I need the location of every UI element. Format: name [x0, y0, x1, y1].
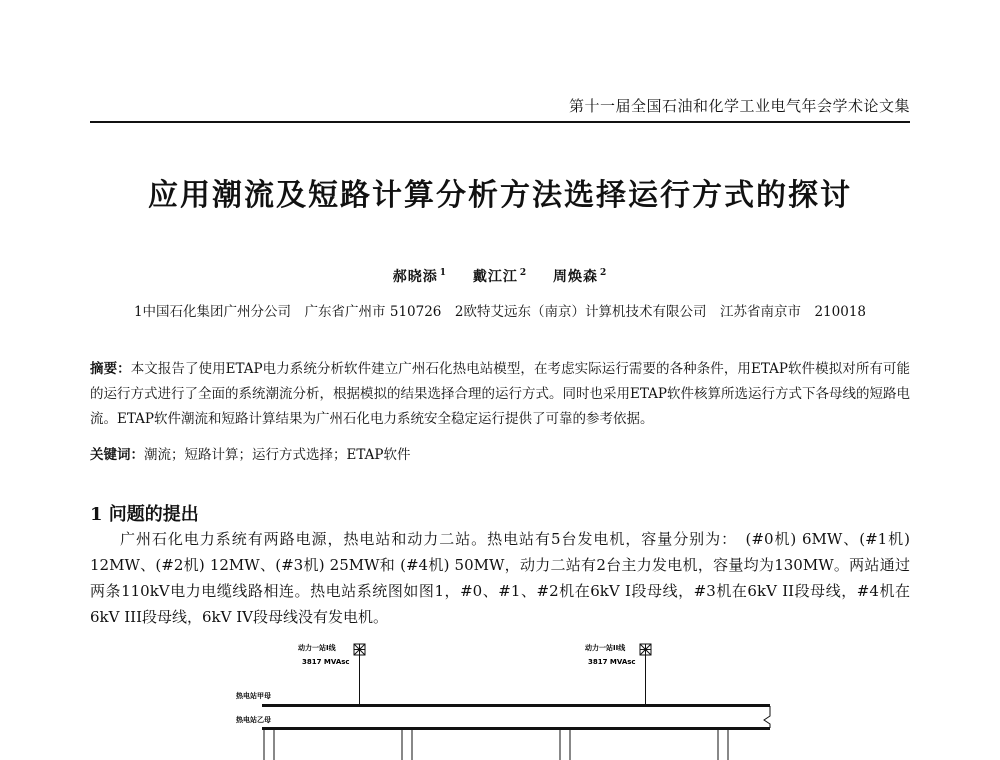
- header-text: 第十一届全国石油和化学工业电气年会学术论文集: [568, 97, 910, 115]
- abstract-label: 摘要：: [90, 361, 131, 377]
- author-sup: 2: [519, 268, 528, 279]
- author-name: 郝晓添: [392, 269, 438, 285]
- bus-b: [262, 727, 770, 730]
- affiliations: 1中国石化集团广州分公司 广东省广州市 510726 2欧特艾远东（南京）计算机技术有限公司 江苏省南京市 210018: [133, 304, 867, 320]
- running-header: [90, 95, 910, 123]
- author-sup: 1: [439, 268, 447, 279]
- keywords: [90, 443, 910, 463]
- abstract: [90, 357, 910, 432]
- section-heading: 1 问题的提出: [90, 504, 199, 525]
- source2-name: 动力一站II线: [585, 644, 626, 652]
- bus-a: [262, 704, 770, 707]
- author-list: [0, 266, 1000, 286]
- single-line-diagram: [0, 640, 1000, 760]
- author: [553, 269, 607, 285]
- author-sup: 2: [600, 268, 608, 279]
- paper-title: 应用潮流及短路计算分析方法选择运行方式的探讨: [148, 178, 852, 213]
- source1-name: 动力一站I线: [298, 644, 336, 652]
- bus-b-label: 热电站乙母: [236, 716, 271, 724]
- bus-a-label: 热电站甲母: [236, 692, 271, 700]
- source2-rating: 3817 MVAsc: [588, 658, 636, 666]
- author: [473, 269, 527, 285]
- author-name: 戴江江: [472, 269, 518, 285]
- abstract-text: 本文报告了使用ETAP电力系统分析软件建立广州石化热电站模型，在考虑实际运行需要的各种条件，用ETAP软件模拟对所有可能的运行方式进行了全面的系统潮流分析，根据模拟的结果选择合理的运行方式。同时也采用ETAP软件核算所选运行方式下各母线的短路电流。ETAP软件潮流和短路计算结果为广州石化电力系统安全稳定运行提供了可靠的参考依据。: [90, 361, 911, 427]
- author: [393, 269, 447, 285]
- keywords-text: 潮流；短路计算；运行方式选择；ETAP软件: [144, 447, 411, 463]
- body-paragraph: 广州石化电力系统有两路电源，热电站和动力二站。热电站有5台发电机，容量分别为： (#0机) 6MW、(#1机) 12MW、(#2机) 12MW、(#3机) 25MW和 (#4机) 50MW，动力二站有2台主力发电机，容量均为130MW。两站通过两条110kV电力电缆线路相连。热电站系统图如图1，#0、#1、#2机在6kV I段母线，#3机在6kV II段母线，#4机在6kV III段母线，6kV IV段母线没有发电机。: [90, 530, 910, 626]
- figure-1: [0, 640, 1000, 760]
- bus-tie-switch: [764, 706, 770, 728]
- author-name: 周焕森: [553, 269, 598, 285]
- source1-rating: 3817 MVAsc: [302, 658, 350, 666]
- keywords-label: 关键词：: [90, 447, 144, 463]
